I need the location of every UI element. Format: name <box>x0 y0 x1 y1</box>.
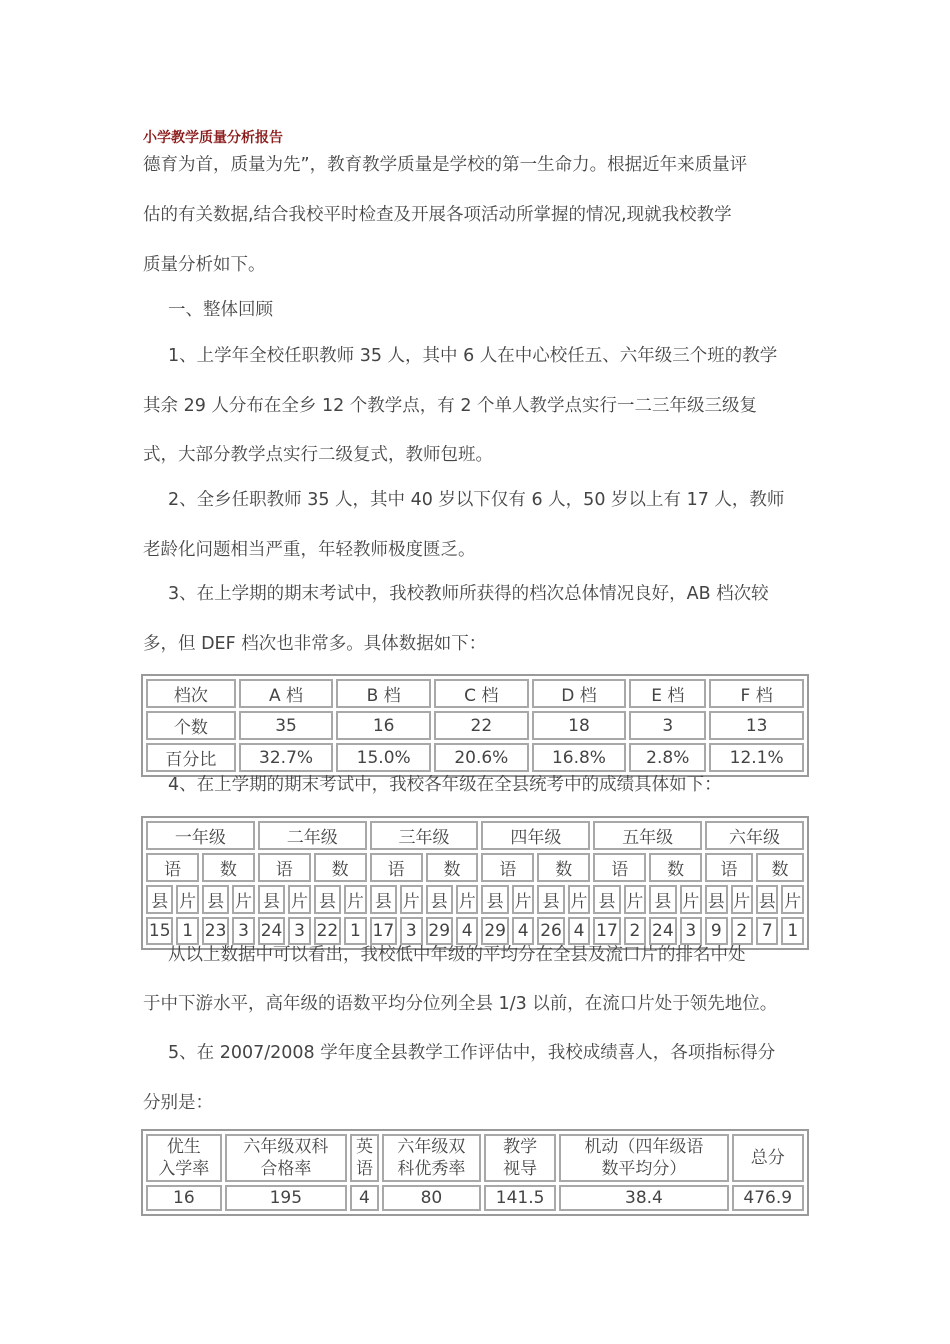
table-cell: 24 <box>258 917 285 945</box>
table-cell: 1 <box>781 917 804 945</box>
table-cell: 9 <box>705 917 727 945</box>
table-cell: 38.4 <box>559 1185 728 1211</box>
table-cell: 百分比 <box>146 743 236 772</box>
paragraph-line: 其余 29 人分布在全乡 12 个教学点，有 2 个单人教学点实行一二三年级三级复 <box>143 396 758 416</box>
table-cell: 片 <box>731 885 753 914</box>
table-cell: 个数 <box>146 711 236 740</box>
table-cell: 4 <box>350 1185 379 1211</box>
table-cell: 35 <box>239 711 334 740</box>
table-cell: E 档 <box>629 679 706 708</box>
table-row <box>146 679 804 708</box>
table-cell: 4 <box>568 917 590 945</box>
table-cell: F 档 <box>709 679 804 708</box>
table-cell: 片 <box>232 885 254 914</box>
table-cell: 档次 <box>146 679 236 708</box>
table-cell: 4 <box>456 917 478 945</box>
table-cell: 语 <box>258 853 311 882</box>
paragraph-line: 德育为首，质量为先”，教育教学质量是学校的第一生命力。根据近年来质量评 <box>143 155 748 175</box>
table-cell: 22 <box>434 711 529 740</box>
table-cell: 3 <box>288 917 310 945</box>
table-cell: 80 <box>382 1185 481 1211</box>
table-cell: 县 <box>426 885 453 914</box>
paragraph-line: 式，大部分教学点实行二级复式，教师包班。 <box>143 445 493 465</box>
paragraph-line: 5、在 2007/2008 学年度全县教学工作评估中，我校成绩喜人，各项指标得分 <box>168 1043 776 1063</box>
table-cell: 24 <box>649 917 676 945</box>
table-cell: 片 <box>456 885 478 914</box>
table-header-cell: 六年级双 科优秀率 <box>382 1134 481 1182</box>
table-cell: 片 <box>512 885 534 914</box>
table-cell: 县 <box>756 885 778 914</box>
table-cell: 县 <box>537 885 564 914</box>
table-cell: 片 <box>624 885 646 914</box>
table-cell: 16 <box>146 1185 222 1211</box>
table-cell: 县 <box>649 885 676 914</box>
table-cell: 16 <box>336 711 431 740</box>
paragraph-line: 质量分析如下。 <box>143 255 266 275</box>
table-cell: 片 <box>781 885 804 914</box>
table-header-cell: 总分 <box>732 1134 804 1182</box>
table-cell: 片 <box>568 885 590 914</box>
table-cell: 195 <box>225 1185 347 1211</box>
table-cell: 4 <box>512 917 534 945</box>
table-cell: 片 <box>680 885 702 914</box>
paragraph-line: 3、在上学期的期末考试中，我校教师所获得的档次总体情况良好，AB 档次较 <box>168 584 769 604</box>
table-cell: 数 <box>314 853 367 882</box>
table-cell: 语 <box>481 853 534 882</box>
table-cell: 7 <box>756 917 778 945</box>
paragraph-line: 于中下游水平，高年级的语数平均分位列全县 1/3 以前，在流口片处于领先地位。 <box>143 994 778 1014</box>
table-cell: 片 <box>400 885 422 914</box>
table-cell: 22 <box>314 917 341 945</box>
table-cell: 片 <box>344 885 366 914</box>
table-cell: 片 <box>176 885 198 914</box>
table-cell: 县 <box>370 885 397 914</box>
table-cell: 语 <box>705 853 753 882</box>
table-cell: 3 <box>629 711 706 740</box>
table-header-cell: 英 语 <box>350 1134 379 1182</box>
table-cell: 县 <box>705 885 727 914</box>
table-cell: 29 <box>426 917 453 945</box>
table-cell: 语 <box>370 853 423 882</box>
table-cell: 3 <box>400 917 422 945</box>
table-cell: A 档 <box>239 679 334 708</box>
table-cell: 数 <box>649 853 702 882</box>
table-cell: 县 <box>258 885 285 914</box>
table-cell: 15 <box>146 917 173 945</box>
table-cell: 1 <box>344 917 366 945</box>
table-cell: 3 <box>680 917 702 945</box>
table-cell: 县 <box>202 885 229 914</box>
table-cell: 六年级 <box>705 821 804 850</box>
table-cell: 五年级 <box>593 821 702 850</box>
paragraph-line: 1、上学年全校任职教师 35 人，其中 6 人在中心校任五、六年级三个班的教学 <box>168 346 778 366</box>
table-cell: B 档 <box>336 679 431 708</box>
table-cell: 县 <box>146 885 173 914</box>
table-cell: 15.0% <box>336 743 431 772</box>
table-cell: 数 <box>756 853 804 882</box>
table-row <box>146 1134 804 1182</box>
table-cell: 17 <box>593 917 620 945</box>
table-row <box>146 885 804 914</box>
table-cell: 29 <box>481 917 508 945</box>
table-cell: 32.7% <box>239 743 334 772</box>
table-cell: 二年级 <box>258 821 367 850</box>
table-cell: 141.5 <box>484 1185 556 1211</box>
table-cell: 四年级 <box>481 821 590 850</box>
table-cell: 数 <box>426 853 479 882</box>
table-cell: 县 <box>593 885 620 914</box>
table-cell: 语 <box>146 853 199 882</box>
table-cell: 18 <box>532 711 627 740</box>
table-cell: 2 <box>731 917 753 945</box>
table-cell: 数 <box>202 853 255 882</box>
table-header-cell: 六年级双科 合格率 <box>225 1134 347 1182</box>
table-cell: 16.8% <box>532 743 627 772</box>
table-cell: 县 <box>314 885 341 914</box>
table-cell: 三年级 <box>370 821 479 850</box>
grade-ranking-table <box>141 816 809 950</box>
table-cell: 23 <box>202 917 229 945</box>
table-cell: 3 <box>232 917 254 945</box>
table-cell: 语 <box>593 853 646 882</box>
table-cell: 20.6% <box>434 743 529 772</box>
section-heading: 一、整体回顾 <box>168 300 273 320</box>
table-cell: 17 <box>370 917 397 945</box>
table-cell: 2 <box>624 917 646 945</box>
table-row <box>146 743 804 772</box>
report-title: 小学教学质量分析报告 <box>143 130 283 146</box>
table-cell: 2.8% <box>629 743 706 772</box>
table-cell: 数 <box>537 853 590 882</box>
paragraph-line: 分别是： <box>143 1093 213 1113</box>
table-header-cell: 机动（四年级语 数平均分） <box>559 1134 728 1182</box>
table-cell: 13 <box>709 711 804 740</box>
paragraph-line: 从以上数据中可以看出，我校低中年级的平均分在全县及流口片的排名中处 <box>168 945 746 965</box>
table-row <box>146 711 804 740</box>
table-cell: D 档 <box>532 679 627 708</box>
table-row <box>146 821 804 850</box>
table-cell: 县 <box>481 885 508 914</box>
table-cell: 一年级 <box>146 821 255 850</box>
paragraph-line: 估的有关数据,结合我校平时检查及开展各项活动所掌握的情况,现就我校教学 <box>143 205 732 225</box>
table-cell: 片 <box>288 885 310 914</box>
grade-level-table <box>141 674 809 777</box>
paragraph-line: 2、全乡任职教师 35 人，其中 40 岁以下仅有 6 人，50 岁以上有 17 人，教师 <box>168 490 785 510</box>
paragraph-line: 老龄化问题相当严重，年轻教师极度匮乏。 <box>143 540 476 560</box>
table-header-cell: 优生 入学率 <box>146 1134 222 1182</box>
table-cell: 26 <box>537 917 564 945</box>
paragraph-line: 多，但 DEF 档次也非常多。具体数据如下： <box>143 634 487 654</box>
table-cell: 476.9 <box>732 1185 804 1211</box>
table-cell: 12.1% <box>709 743 804 772</box>
table-cell: C 档 <box>434 679 529 708</box>
table-row <box>146 853 804 882</box>
table-cell: 1 <box>176 917 198 945</box>
paragraph-line: 4、在上学期的期末考试中，我校各年级在全县统考中的成绩具体如下： <box>168 775 722 795</box>
table-header-cell: 教学 视导 <box>484 1134 556 1182</box>
evaluation-score-table <box>141 1129 809 1216</box>
table-row <box>146 1185 804 1211</box>
